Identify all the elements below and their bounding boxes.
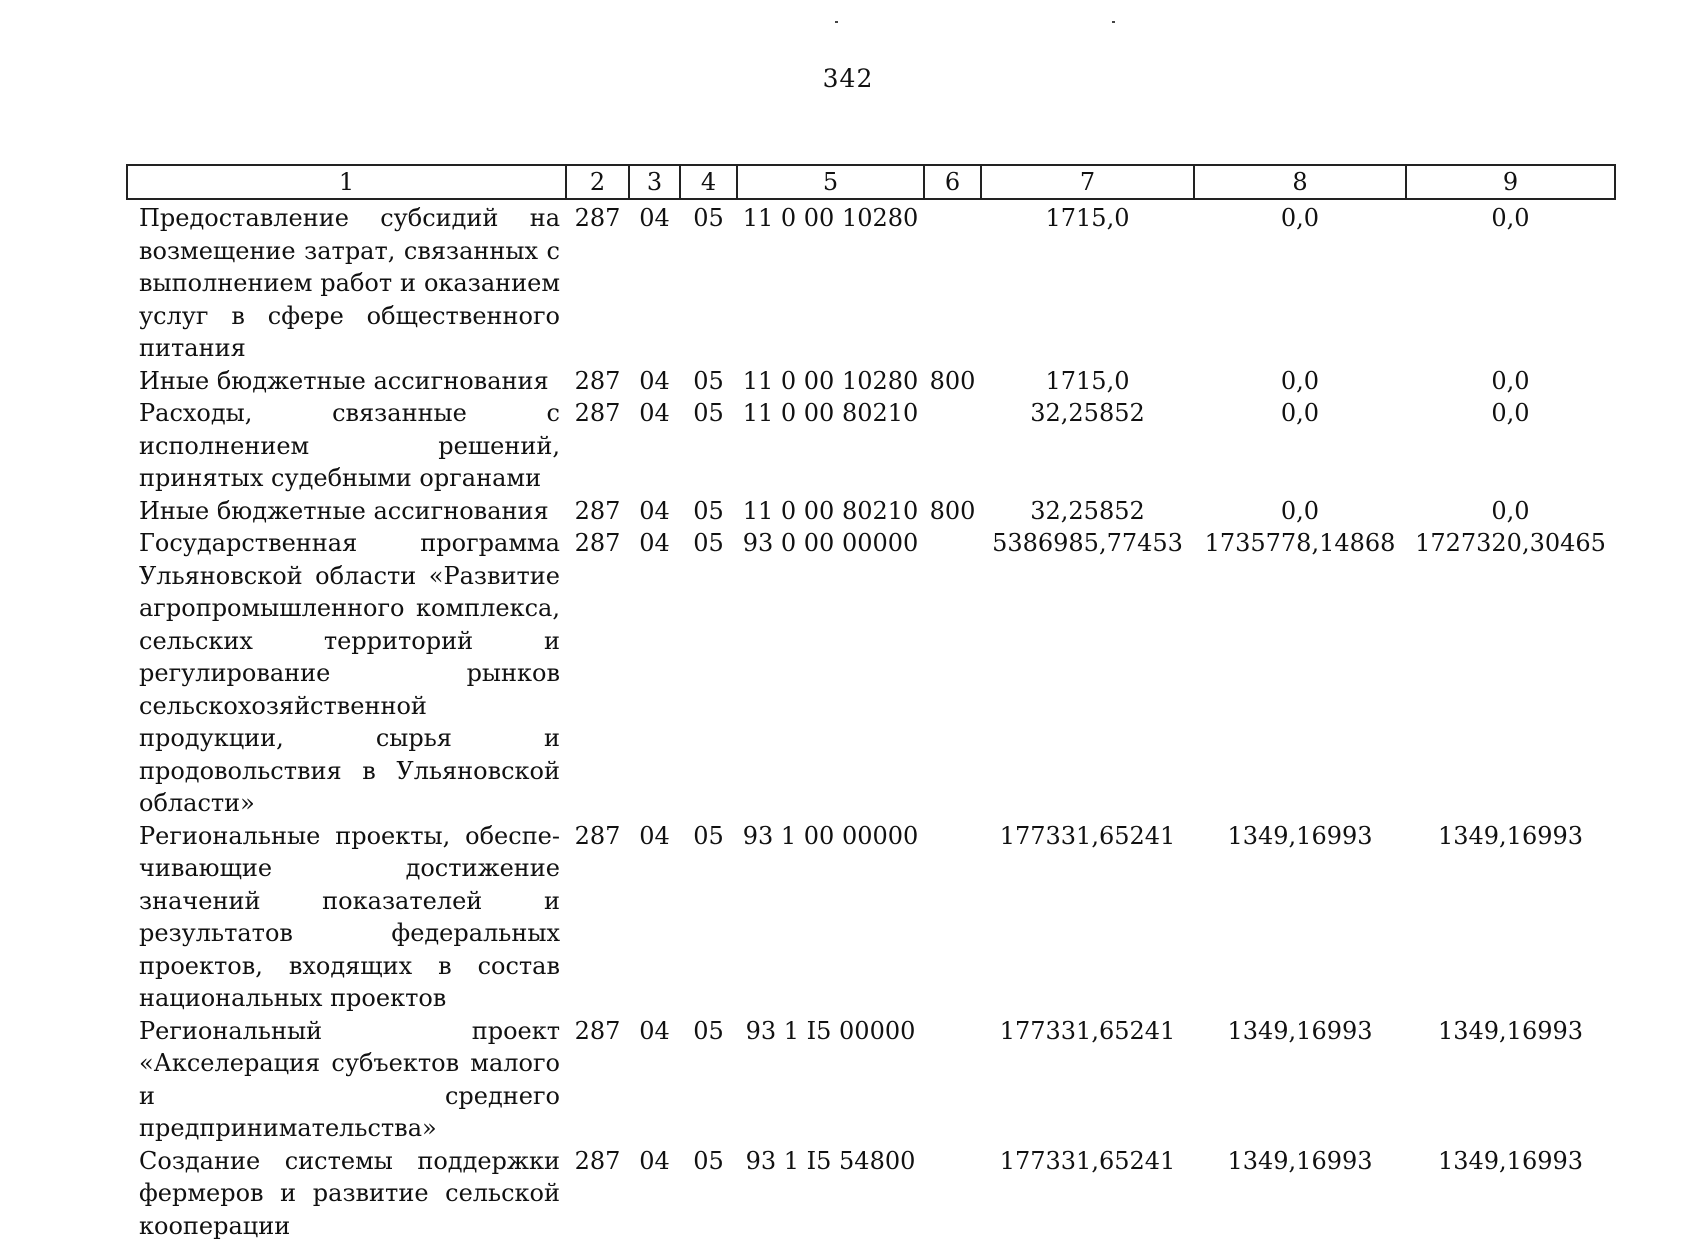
- row-code-target: 11 0 00 80210: [737, 397, 924, 495]
- scan-artifact-dot: [1112, 21, 1115, 23]
- row-code-subsection: 05: [680, 527, 737, 820]
- row-name: Предоставление субсидий на возмещение затрат, связанных с выполнением работ и оказанием услуг в сфере общественного питания: [127, 199, 566, 365]
- row-amount-col9: 0,0: [1406, 397, 1615, 495]
- column-header-9: 9: [1406, 165, 1615, 199]
- table-row: [127, 199, 1615, 365]
- row-code-expense-type: [924, 820, 981, 1015]
- row-code-target: 93 1 I5 54800: [737, 1145, 924, 1242]
- table-row: [127, 820, 1615, 1015]
- table-row: [127, 495, 1615, 528]
- column-header-3: 3: [629, 165, 680, 199]
- row-code-expense-type: [924, 1015, 981, 1145]
- row-amount-col8: 0,0: [1194, 365, 1406, 398]
- row-amount-col8: 1735778,14868: [1194, 527, 1406, 820]
- row-code-subsection: 05: [680, 820, 737, 1015]
- row-name: Иные бюджетные ассигнования: [127, 365, 566, 398]
- scan-artifact-dot: [835, 21, 838, 23]
- row-amount-col8: 1349,16993: [1194, 820, 1406, 1015]
- row-code-ministry: 287: [566, 365, 629, 398]
- column-header-6: 6: [924, 165, 981, 199]
- row-amount-col7: 177331,65241: [981, 820, 1194, 1015]
- row-code-ministry: 287: [566, 820, 629, 1015]
- row-amount-col7: 177331,65241: [981, 1145, 1194, 1242]
- row-code-section: 04: [629, 397, 680, 495]
- row-code-section: 04: [629, 495, 680, 528]
- row-amount-col9: 1727320,30465: [1406, 527, 1615, 820]
- column-header-8: 8: [1194, 165, 1406, 199]
- table-row: [127, 1015, 1615, 1145]
- column-header-7: 7: [981, 165, 1194, 199]
- row-code-expense-type: [924, 1145, 981, 1242]
- row-code-target: 93 1 00 00000: [737, 820, 924, 1015]
- row-code-target: 93 0 00 00000: [737, 527, 924, 820]
- row-name: Создание системы поддержки фермеров и развитие сельской кооперации: [127, 1145, 566, 1242]
- row-amount-col7: 5386985,77453: [981, 527, 1194, 820]
- row-code-section: 04: [629, 365, 680, 398]
- row-code-ministry: 287: [566, 495, 629, 528]
- row-amount-col8: 0,0: [1194, 495, 1406, 528]
- row-code-expense-type: [924, 199, 981, 365]
- table-body: [127, 199, 1615, 1242]
- row-code-section: 04: [629, 199, 680, 365]
- row-code-expense-type: 800: [924, 365, 981, 398]
- row-code-expense-type: [924, 397, 981, 495]
- row-code-subsection: 05: [680, 365, 737, 398]
- row-code-target: 11 0 00 10280: [737, 365, 924, 398]
- row-amount-col7: 1715,0: [981, 365, 1194, 398]
- table-row: [127, 365, 1615, 398]
- column-header-5: 5: [737, 165, 924, 199]
- row-amount-col9: 1349,16993: [1406, 1015, 1615, 1145]
- row-code-subsection: 05: [680, 495, 737, 528]
- row-name: Региональный проект «Акселерация субъектов малого и среднего предпринимательства»: [127, 1015, 566, 1145]
- row-amount-col9: 0,0: [1406, 365, 1615, 398]
- table-row: [127, 1145, 1615, 1242]
- header-row: [127, 165, 1615, 199]
- column-header-2: 2: [566, 165, 629, 199]
- row-code-target: 93 1 I5 00000: [737, 1015, 924, 1145]
- table-row: [127, 527, 1615, 820]
- row-code-target: 11 0 00 10280: [737, 199, 924, 365]
- row-name: Иные бюджетные ассигнования: [127, 495, 566, 528]
- row-code-expense-type: [924, 527, 981, 820]
- row-code-target: 11 0 00 80210: [737, 495, 924, 528]
- row-amount-col8: 0,0: [1194, 199, 1406, 365]
- row-code-subsection: 05: [680, 199, 737, 365]
- page-number: 342: [0, 64, 1696, 93]
- row-code-ministry: 287: [566, 397, 629, 495]
- row-amount-col7: 177331,65241: [981, 1015, 1194, 1145]
- column-header-4: 4: [680, 165, 737, 199]
- row-code-ministry: 287: [566, 1145, 629, 1242]
- column-header-1: 1: [127, 165, 566, 199]
- row-name: Государственная программа Ульяновской области «Развитие агропромышленного комплекса, сельских территорий и регулирование рынков сельскохозяйственной продукции, сырья и продовольствия в Ульяновской области»: [127, 527, 566, 820]
- row-code-subsection: 05: [680, 397, 737, 495]
- row-amount-col8: 1349,16993: [1194, 1015, 1406, 1145]
- row-amount-col9: 1349,16993: [1406, 1145, 1615, 1242]
- budget-table: [126, 164, 1616, 1242]
- row-amount-col9: 0,0: [1406, 199, 1615, 365]
- row-name: Региональные проекты, обеспечивающие достижение значений показателей и результатов федеральных проектов, входящих в состав национальных проектов: [127, 820, 566, 1015]
- row-code-expense-type: 800: [924, 495, 981, 528]
- row-code-ministry: 287: [566, 527, 629, 820]
- row-amount-col8: 1349,16993: [1194, 1145, 1406, 1242]
- row-name: Расходы, связанные с исполнением решений, принятых судебными органами: [127, 397, 566, 495]
- row-amount-col7: 1715,0: [981, 199, 1194, 365]
- row-amount-col9: 0,0: [1406, 495, 1615, 528]
- row-code-section: 04: [629, 1015, 680, 1145]
- row-code-ministry: 287: [566, 1015, 629, 1145]
- row-code-subsection: 05: [680, 1145, 737, 1242]
- row-amount-col7: 32,25852: [981, 397, 1194, 495]
- row-code-section: 04: [629, 820, 680, 1015]
- row-amount-col7: 32,25852: [981, 495, 1194, 528]
- row-code-subsection: 05: [680, 1015, 737, 1145]
- row-code-section: 04: [629, 527, 680, 820]
- row-code-ministry: 287: [566, 199, 629, 365]
- table-header: [127, 165, 1615, 199]
- table-row: [127, 397, 1615, 495]
- row-code-section: 04: [629, 1145, 680, 1242]
- row-amount-col9: 1349,16993: [1406, 820, 1615, 1015]
- row-amount-col8: 0,0: [1194, 397, 1406, 495]
